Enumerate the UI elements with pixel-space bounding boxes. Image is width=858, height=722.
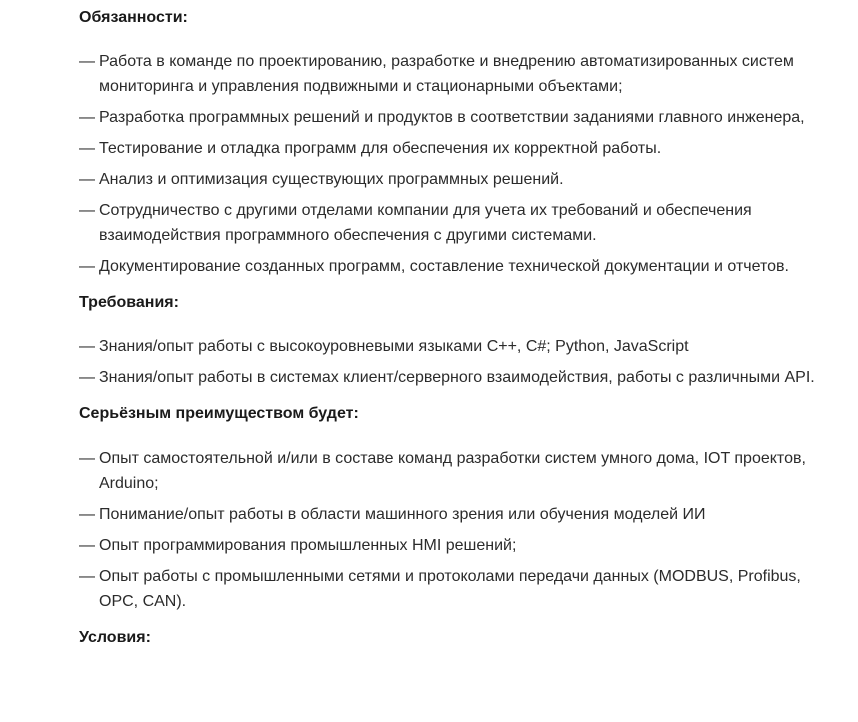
list-item: — Понимание/опыт работы в области машинного зрения или обучения моделей ИИ bbox=[79, 502, 839, 527]
list-item: — Опыт работы с промышленными сетями и протоколами передачи данных (MODBUS, Profibus, OPC, CAN). bbox=[79, 564, 839, 614]
advantages-list bbox=[79, 446, 839, 614]
requirements-list bbox=[79, 334, 839, 390]
list-item: — Опыт программирования промышленных HMI решений; bbox=[79, 533, 839, 558]
list-item: — Тестирование и отладка программ для обеспечения их корректной работы. bbox=[79, 136, 839, 161]
list-item: — Анализ и оптимизация существующих программных решений. bbox=[79, 167, 839, 192]
section-title-conditions: Условия: bbox=[79, 629, 151, 646]
list-item: — Опыт самостоятельной и/или в составе команд разработки систем умного дома, IOT проектов, Arduino; bbox=[79, 446, 839, 496]
duties-list bbox=[79, 49, 839, 279]
list-item: — Работа в команде по проектированию, разработке и внедрению автоматизированных систем мониторинга и управления подвижными и стационарными объектами; bbox=[79, 49, 839, 99]
section-title-advantages: Серьёзным преимуществом будет: bbox=[79, 405, 359, 422]
list-item: — Документирование созданных программ, составление технической документации и отчетов. bbox=[79, 254, 839, 279]
section-title-duties: Обязанности: bbox=[79, 9, 188, 26]
list-item: — Знания/опыт работы в системах клиент/серверного взаимодействия, работы с различными API. bbox=[79, 365, 839, 390]
list-item: — Разработка программных решений и продуктов в соответствии заданиями главного инженера, bbox=[79, 105, 839, 130]
list-item: — Сотрудничество с другими отделами компании для учета их требований и обеспечения взаимодействия программного обеспечения с другими системами. bbox=[79, 198, 839, 248]
list-item: — Знания/опыт работы с высокоуровневыми языками C++, C#; Python, JavaScript bbox=[79, 334, 839, 359]
section-title-requirements: Требования: bbox=[79, 294, 179, 311]
